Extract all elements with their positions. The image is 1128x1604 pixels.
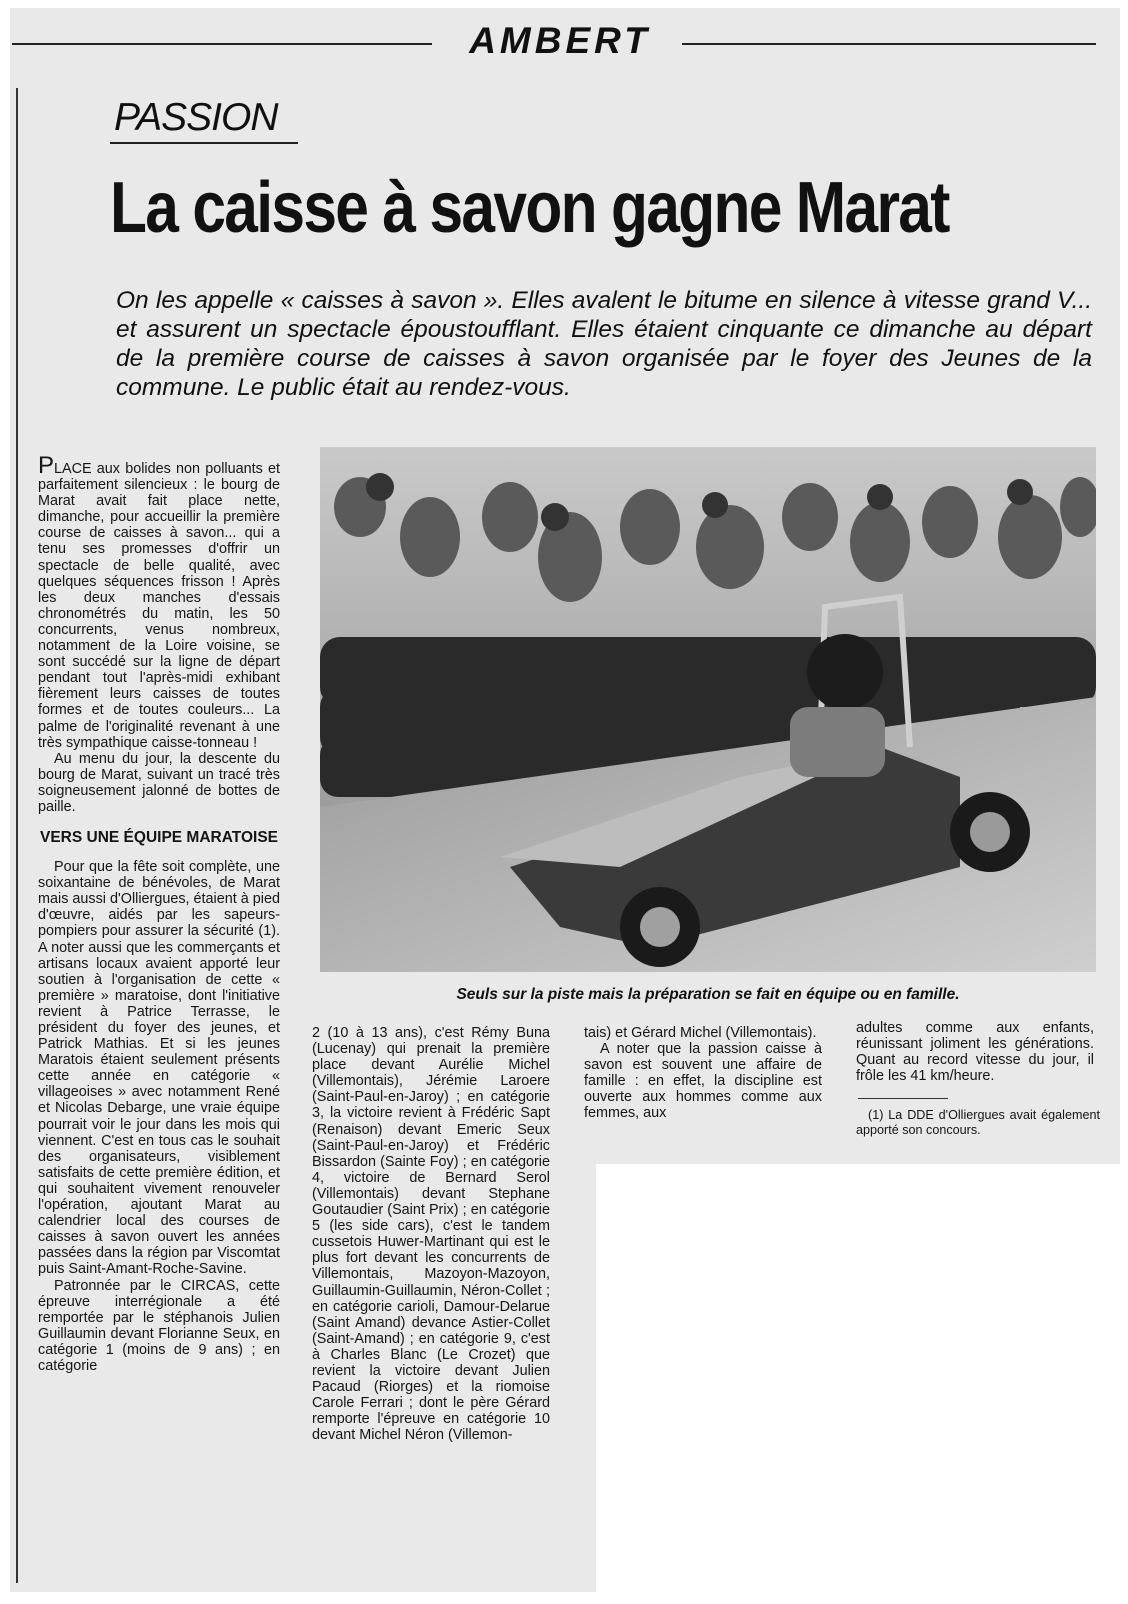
col4-paragraph-1: adultes comme aux enfants, réunissant joliment les générations. Quant au record vitesse du jour, il frôle les 41 km/heure. [856, 1020, 1094, 1085]
subhead: VERS UNE ÉQUIPE MARATOISE [40, 829, 278, 847]
header-rule-left [12, 43, 432, 45]
clipping-cut-corner [596, 1164, 1128, 1604]
kicker-underline [110, 142, 298, 144]
footnote-rule [858, 1098, 948, 1099]
col2-paragraph-1: 2 (10 à 13 ans), c'est Rémy Buna (Lucenay) qui prenait la première place devant Aurélie Michel (Villemontais), Jérémie Laroere (Saint-Paul-en-Jaroy) ; en catégorie 3, la victoire revient à Frédéric Sapt (Renaison) devant Emeric Seux (Saint-Paul-en-Jaroy) et Frédéric Bissardon (Sainte Foy) ; en catégorie 4, victoire de Bernard Serol (Villemontais) devant Stephane Goutaudier (Saint Prix) ; en catégorie 5 (les side cars), c'est le tandem cussetois Huwer-Martinant qui est le plus fort devant les concurrents de Villemontais, Mazoyon-Mazoyon, Guillaumin-Guillaumin, Néron-Collet ; en catégorie carioli, Damour-Delarue (Saint Amand) devance Astier-Collet (Saint-Amand) ; en catégorie 9, c'est à Charles Blanc (Le Crozet) que revient la victoire devant Julien Pacaud (Riorges) et la riomoise Carole Ferrari ; dont le père Gérard remporte l'épreuve en catégorie 10 devant Michel Néron (Villemon- [312, 1025, 550, 1444]
column-1 [38, 452, 280, 1374]
col3-paragraph-2: A noter que la passion caisse à savon est souvent une affaire de famille : en effet, la discipline est ouverte aux hommes comme aux femmes, aux [584, 1041, 822, 1122]
column-3 [584, 1025, 822, 1122]
header-rule-right [682, 43, 1096, 45]
footnote: (1) La DDE d'Olliergues avait également apporté son concours. [856, 1108, 1100, 1137]
photo-caption: Seuls sur la piste mais la préparation se fait en équipe ou en famille. [456, 986, 960, 1003]
section-name: AMBERT [469, 20, 651, 61]
col3-paragraph-1: tais) et Gérard Michel (Villemontais). [584, 1025, 817, 1041]
driver-body [790, 707, 885, 777]
column-4 [856, 1020, 1094, 1084]
col1-paragraph-1: PLACE aux bolides non polluants et parfaitement silencieux : le bourg de Marat avait fait place nette, dimanche, pour accueillir la première course de caisses à savon... qui a tenu ses promesses d'offrir un spectacle de belle qualité, avec quelques séquences frisson ! Après les deux manches d'essais chronométrés du matin, les 50 concurrents, venus nombreux, notamment de la Loire voisine, se sont succédé sur la ligne de départ pendant tout l'après-midi exhibant fièrement leurs caisses de toutes formes et de toutes couleurs... La palme de l'originalité revenant à une très sympathique caisse-tonneau ! [38, 452, 280, 751]
standfirst: On les appelle « caisses à savon ». Elles avalent le bitume en silence à vitesse grand V... et assurent un spectacle époustoufflant. Elles étaient cinquante ce dimanche au départ de la première course de caisses à savon organisée par le foyer des Jeunes de la commune. Le public était au rendez-vous. [116, 287, 1092, 401]
col1-paragraph-4: Patronnée par le CIRCAS, cette épreuve interrégionale a été remportée par le stéphanois Julien Guillaumin devant Florianne Seux, en catégorie 1 (moins de 9 ans) ; en catégorie [38, 1277, 280, 1374]
column-rule [16, 88, 18, 1583]
column-2 [312, 1025, 550, 1443]
kicker: PASSION [114, 96, 278, 139]
driver-helmet [807, 634, 883, 710]
soapbox-race-photo [320, 447, 1096, 972]
col1-paragraph-3: Pour que la fête soit complète, une soixantaine de bénévoles, de Marat mais aussi d'Olliergues, étaient à pied d'œuvre, aidés par les sapeurs-pompiers pour assurer la sécurité (1). A noter aussi que les commerçants et artisans locaux avaient apporté leur soutien à l'organisation de cette « première » maratoise, dont l'initiative revient à Patrice Terrasse, le président du foyer des jeunes, et Patrick Mathias. Et si les jeunes Maratois étaient seulement présents cette année en catégorie « villageoises » avec notamment René et Nicolas Debarge, une vraie équipe pourrait voir le jour dans les mois qui viennent. C'est en tous cas le souhait des organisateurs, visiblement satisfaits de cette première édition, et qui souhaitent vivement renouveler l'opération, ajoutant Marat au calendrier local des courses de caisses à savon ouvert les années passées dans la région par Viscomtat puis Saint-Amant-Roche-Savine. [38, 859, 280, 1278]
drop-cap: P [38, 452, 55, 479]
headline: La caisse à savon gagne Marat [110, 168, 949, 248]
col1-paragraph-2: Au menu du jour, la descente du bourg de Marat, suivant un tracé très soigneusement jalonné de bottes de paille. [38, 750, 280, 815]
